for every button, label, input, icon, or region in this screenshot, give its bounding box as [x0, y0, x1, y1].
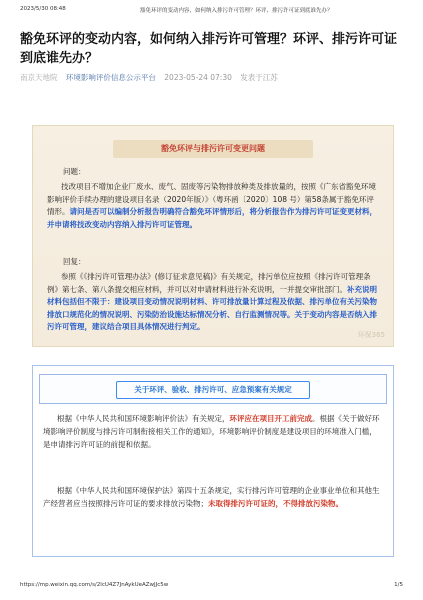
paragraph-2-emphasis: 未取得排污许可证的，不得排放污染物。	[208, 499, 343, 508]
question-highlight: 请问是否可以编制分析报告明确符合豁免环评情形后，将分析报告作为排污许可证变更材料，并申请将技改变动内容纳入排污许可证管理。	[47, 207, 377, 229]
answer-text	[47, 271, 379, 334]
page-number: 1/5	[394, 582, 403, 588]
publish-location: 发表于江苏	[240, 73, 278, 82]
paragraph-1-emphasis: 环评应在项目开工前完成	[229, 414, 312, 423]
account-link[interactable]: 环境影响评价信息公示平台	[65, 73, 156, 82]
question-text	[47, 181, 379, 231]
paragraph-1	[43, 412, 383, 451]
paragraph-1-lead: 根据《中华人民共和国环境影响评价法》有关规定，	[57, 414, 230, 423]
article-meta	[20, 72, 278, 83]
watermark: 环保365	[357, 331, 385, 339]
article-source: 南京天地院	[20, 73, 58, 82]
publish-time: 2023-05-24 07:30	[164, 73, 232, 82]
paragraph-2-lead: 根据《中华人民共和国环境保护法》第四十五条规定，实行排污许可管理的企业事业单位和其他生产经营者应当按照排污许可证的要求排放污染物；	[43, 486, 380, 508]
print-datetime: 2023/5/30 08:48	[20, 6, 66, 12]
regulations-heading-frame	[39, 374, 387, 404]
regulations-box	[32, 365, 394, 557]
question-plain: 技改项目不增加企业厂废水、废气、固废等污染物排放种类及排放量的，按照《广东省豁免环境影响评价手续办理的建设项目名录（2020年版）》（粤环函〔2020〕108 号）第58条属于豁免环评情形。	[47, 182, 376, 216]
question-label: 问题：	[63, 167, 86, 176]
page-url[interactable]: https://mp.weixin.qq.com/s/2lcU4Z7JnAykUeAZwJJc5w	[20, 582, 169, 588]
print-header	[20, 6, 403, 16]
answer-plain: 参照《《排污许可管理办法》(修订征求意见稿)》有关规定，排污单位应按照《排污许可管理条例》第七条、第八条提交相应材料，并可以对申请材料进行补充说明，一并提交审批部门。	[47, 272, 371, 294]
card-heading: 豁免环评与排污许可变更问题	[113, 140, 313, 158]
regulations-heading: 关于环评、验收、排污许可、应急预案有关规定	[116, 381, 310, 399]
qa-image-card	[32, 125, 394, 347]
article-title: 豁免环评的变动内容，如何纳入排污许可管理？环评、排污许可证到底谁先办？	[20, 32, 398, 66]
answer-highlight: 补充说明材料包括但不限于：建设项目变动情况说明材料、许可排放量计算过程及依据、排污单位有关污染物排放口规范化的情况说明、污染防治设施达标情况分析、自行监测情况等。关于变动内容是否纳入排污许可管理，建议结合项目具体情况进行判定。	[47, 284, 377, 331]
answer-label: 回复：	[63, 257, 86, 266]
print-footer	[20, 582, 403, 592]
paragraph-2	[43, 484, 383, 510]
paragraph-1-rest: 。根据《关于做好环境影响评价制度与排污许可制衔接相关工作的通知》，环境影响评价制度是建设项目的环境准入门槛，是申请排污许可证的前提和依据。	[43, 414, 380, 449]
print-tab-title: 豁免环评的变动内容，如何纳入排污许可管理？环评、排污许可证到底谁先办？	[140, 8, 333, 14]
